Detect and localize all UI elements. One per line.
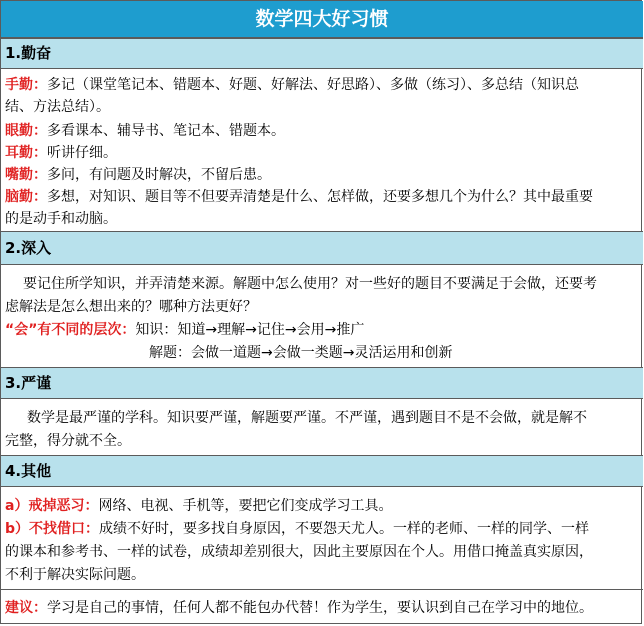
list-item-continued: [5, 541, 639, 561]
list-item: [5, 186, 639, 206]
section-heading-other: 4.其他: [1, 455, 643, 487]
item-text: 多记（课堂笔记本、错题本、好题、好解法、好思路）、多做（练习）、多总结（知识总: [47, 77, 579, 93]
paragraph-line: [5, 430, 639, 450]
page-title: 数学四大好习惯: [1, 1, 643, 38]
section-body-other: [1, 487, 643, 589]
suggestion-row: [1, 590, 643, 624]
item-label: b）不找借口：: [5, 521, 100, 537]
suggestion-line: [5, 597, 639, 617]
levels-label: “会”有不同的层次：: [5, 322, 136, 338]
item-text: 的是动手和动脑。: [5, 211, 117, 227]
paragraph-text: 虑解法是怎么想出来的？哪种方法更好？: [5, 299, 257, 315]
paragraph-line: [5, 296, 639, 316]
item-text: 网络、电视、手机等，要把它们变成学习工具。: [98, 498, 393, 514]
item-text: 成绩不好时，要多找自身原因，不要怨天尤人。一样的老师、一样的同学、一样: [99, 521, 590, 537]
section-body-diligence: [1, 69, 643, 231]
item-text: 多问，有问题及时解决，不留后患。: [47, 167, 271, 183]
levels-line: [5, 319, 639, 339]
section-body-rigor: [1, 399, 643, 455]
item-label: 眼勤：: [5, 123, 47, 139]
item-text: 多看课本、辅导书、笔记本、错题本。: [47, 123, 285, 139]
paragraph-line: [27, 407, 639, 427]
section-body-depth: [1, 265, 643, 367]
section-heading-rigor: 3.严谨: [1, 367, 643, 399]
item-label: a）戒掉恶习：: [5, 498, 99, 514]
list-item: [5, 120, 639, 140]
section-heading-depth: 2.深入: [1, 231, 643, 265]
item-label: 脑勤：: [5, 189, 47, 205]
suggestion-label: 建议：: [5, 600, 47, 616]
levels-knowledge: 知识：知道→理解→记住→会用→推广: [135, 322, 365, 338]
paragraph-text: 数学是最严谨的学科。知识要严谨，解题要严谨。不严谨，遇到题目不是不会做，就是解不: [27, 410, 587, 426]
list-item: [5, 142, 639, 162]
levels-problem: 解题：会做一道题→会做一类题→灵活运用和创新: [149, 345, 453, 361]
levels-line: [149, 342, 639, 362]
list-item-continued: [5, 208, 639, 228]
item-label: 嘴勤：: [5, 167, 47, 183]
item-text: 听讲仔细。: [47, 145, 117, 161]
item-text: 多想，对知识、题目等不但要弄清楚是什么、怎样做，还要多想几个为什么？其中最重要: [47, 189, 593, 205]
list-item: [5, 74, 639, 94]
list-item: [5, 164, 639, 184]
paragraph-line: [23, 273, 639, 293]
item-text: 不利于解决实际问题。: [5, 567, 145, 583]
item-label: 手勤：: [5, 77, 47, 93]
list-item-continued: [5, 564, 639, 584]
paragraph-text: 完整，得分就不全。: [5, 433, 131, 449]
item-label: 耳勤：: [5, 145, 47, 161]
list-item-continued: [5, 96, 639, 116]
list-item: [5, 518, 639, 538]
item-text: 结、方法总结）。: [5, 99, 110, 115]
suggestion-text: 学习是自己的事情，任何人都不能包办代替！作为学生，要认识到自己在学习中的地位。: [47, 600, 593, 616]
item-text: 的课本和参考书、一样的试卷，成绩却差别很大，因此主要原因在个人。用借口掩盖真实原因，: [5, 544, 593, 560]
section-heading-diligence: 1.勤奋: [1, 38, 643, 69]
paragraph-text: 要记住所学知识，并弄清楚来源。解题中怎么使用？对一些好的题目不要满足于会做，还要考: [23, 276, 597, 292]
list-item: [5, 495, 639, 515]
